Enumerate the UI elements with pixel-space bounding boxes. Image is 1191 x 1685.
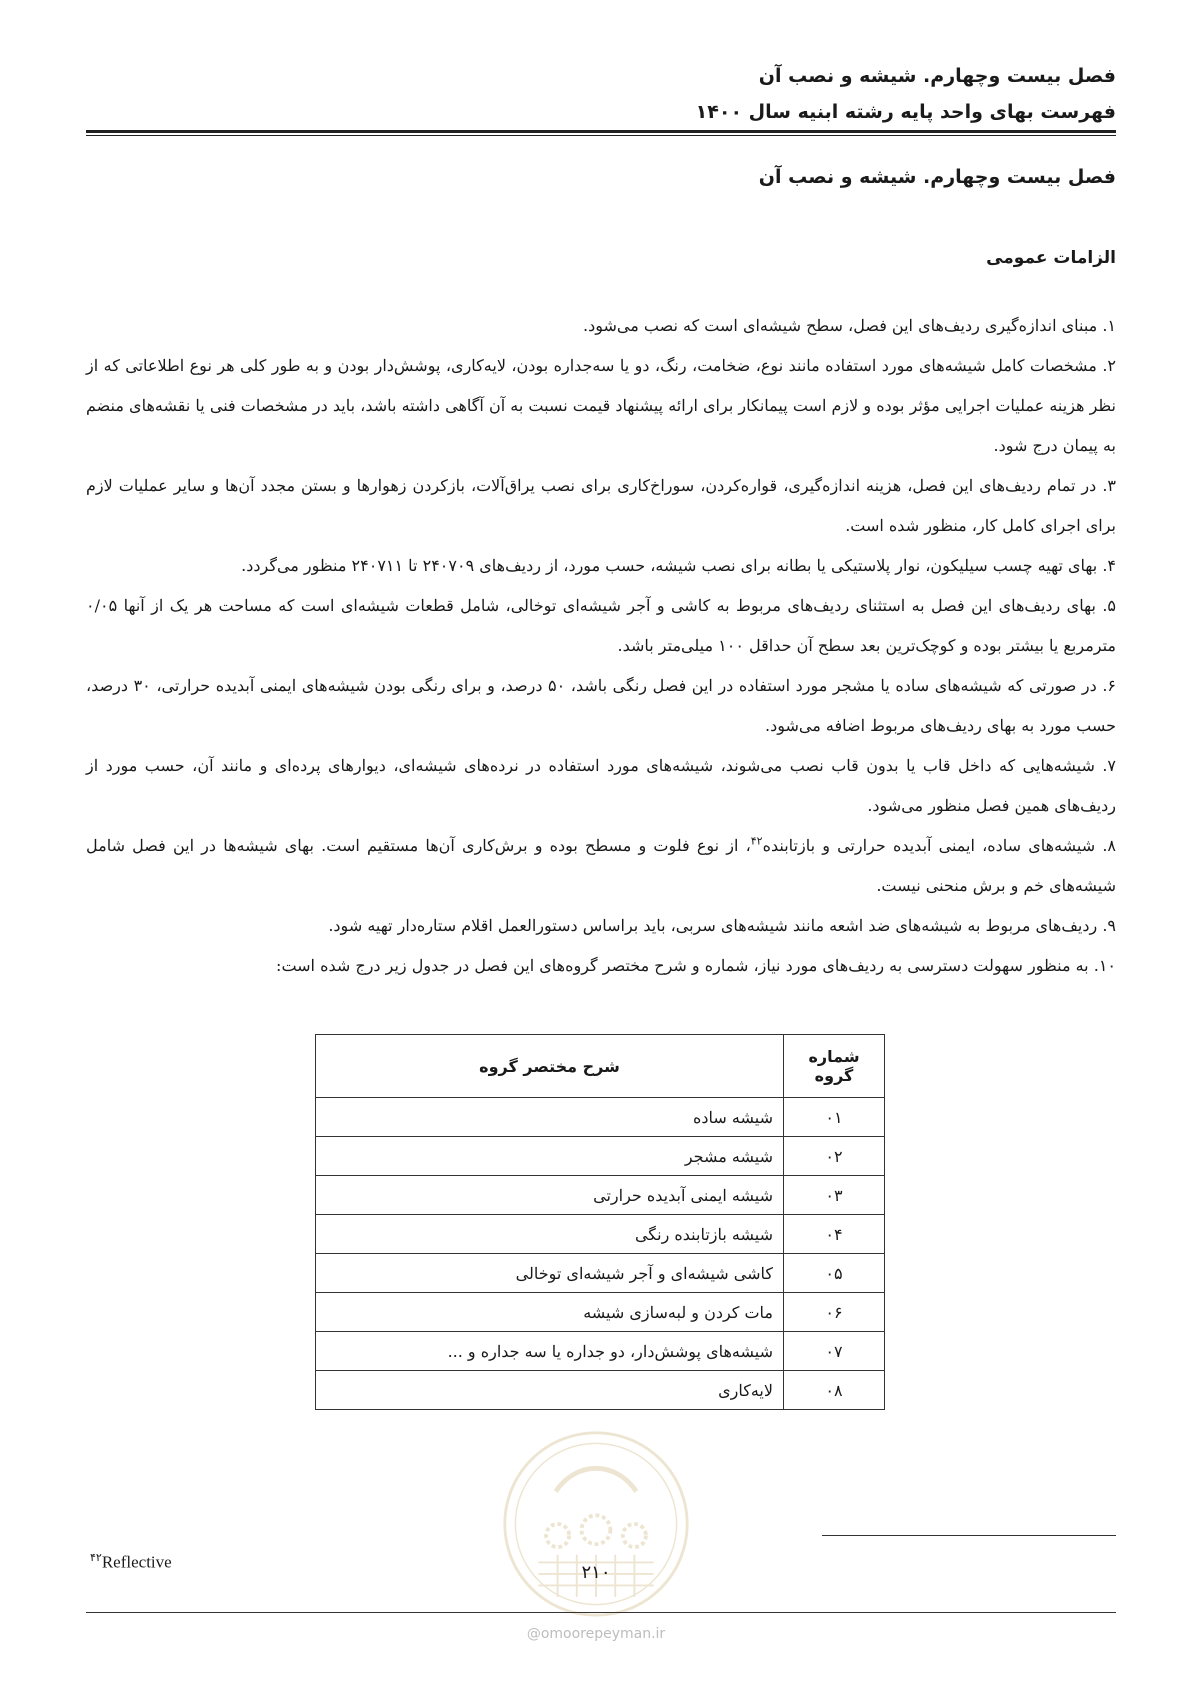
footnote	[90, 1551, 172, 1573]
group-description: لایه‌کاری	[316, 1371, 784, 1410]
requirement-8-text-start: ۸. شیشه‌های ساده، ایمنی آبدیده حرارتی و بازتابنده	[762, 836, 1116, 855]
requirement-item-2: ۲. مشخصات کامل شیشه‌های مورد استفاده مانند نوع، ضخامت، رنگ، دو یا سه‌جداره بودن، لایه‌کاری، پوشش‌دار بودن و به طور کلی هر نوع اطلاعاتی که از نظر هزینه عملیات اجرایی مؤثر بوده و لازم است پیمانکار برای ارائه پیشنهاد قیمت نسبت به آن آگاهی داشته باشد، باید در مشخصات فنی یا نقشه‌های منضم به پیمان درج شود.	[86, 356, 1116, 455]
group-number: ۰۵	[784, 1254, 885, 1293]
page-header	[86, 58, 1116, 130]
table-row	[316, 1137, 885, 1176]
section-title: فصل بیست وچهارم. شیشه و نصب آن	[758, 166, 1116, 188]
group-number: ۰۳	[784, 1176, 885, 1215]
group-number: ۰۶	[784, 1293, 885, 1332]
table-row	[316, 1371, 885, 1410]
requirement-item-9: ۹. ردیف‌های مربوط به شیشه‌های ضد اشعه مانند شیشه‌های سربی، باید براساس دستورالعمل اقلام ستاره‌دار تهیه شود.	[328, 916, 1116, 935]
footnote-separator	[822, 1535, 1116, 1536]
requirement-item-3: ۳. در تمام ردیف‌های این فصل، هزینه اندازه‌گیری، قواره‌کردن، سوراخ‌کاری برای نصب یراق‌آلات، بازکردن زهوارها و بستن مجدد آن‌ها و سایر عملیات لازم برای اجرای کامل کار، منظور شده است.	[86, 476, 1117, 535]
column-header-group-description: شرح مختصر گروه	[316, 1035, 784, 1098]
table-row	[316, 1098, 885, 1137]
group-number: ۰۸	[784, 1371, 885, 1410]
group-description: شیشه ایمنی آبدیده حرارتی	[316, 1176, 784, 1215]
requirement-item-4: ۴. بهای تهیه چسب سیلیکون، نوار پلاستیکی یا بطانه برای نصب شیشه، حسب مورد، از ردیف‌های ۲۴۰۷۰۹ تا ۲۴۰۷۱۱ منظور می‌گردد.	[241, 556, 1116, 575]
header-rule-thick	[86, 130, 1116, 133]
table-header-row	[316, 1035, 885, 1098]
group-description: مات کردن و لبه‌سازی شیشه	[316, 1293, 784, 1332]
table-row	[316, 1332, 885, 1371]
header-price-list-title: فهرست بهای واحد پایه رشته ابنیه سال ۱۴۰۰	[695, 101, 1116, 123]
footnote-reference[interactable]: ۴۲	[750, 834, 763, 848]
column-header-group-number: شماره گروه	[784, 1035, 885, 1098]
requirement-item-6: ۶. در صورتی که شیشه‌های ساده یا مشجر مورد استفاده در این فصل رنگی باشد، ۵۰ درصد، و برای رنگی بودن شیشه‌های ایمنی آبدیده حرارتی، ۳۰ درصد، حسب مورد به بهای ردیف‌های مربوط اضافه می‌شود.	[86, 676, 1117, 735]
footnote-text: Reflective	[101, 1552, 172, 1572]
table-row	[316, 1215, 885, 1254]
group-number: ۰۷	[784, 1332, 885, 1371]
group-description: کاشی شیشه‌ای و آجر شیشه‌ای توخالی	[316, 1254, 784, 1293]
group-number: ۰۲	[784, 1137, 885, 1176]
table-row	[316, 1293, 885, 1332]
header-rule-thin	[86, 135, 1116, 136]
requirements-list	[86, 306, 1116, 986]
requirement-item-7: ۷. شیشه‌هایی که داخل قاب یا بدون قاب نصب می‌شوند، شیشه‌های مورد استفاده در نرده‌های شیشه‌ای، دیوارهای پرده‌ای و مانند آن، حسب مورد از ردیف‌های همین فصل منظور می‌شود.	[86, 756, 1116, 815]
footnote-number: ۴۲	[90, 1552, 102, 1564]
requirement-item-8	[86, 826, 1116, 906]
footer-rule	[86, 1612, 1116, 1613]
group-number: ۰۴	[784, 1215, 885, 1254]
header-chapter-title: فصل بیست وچهارم. شیشه و نصب آن	[758, 65, 1116, 87]
group-description: شیشه بازتابنده رنگی	[316, 1215, 784, 1254]
group-table	[315, 1034, 885, 1410]
requirement-8-text-end: ، از نوع فلوت و مسطح بوده و برش‌کاری آن‌ها مستقیم است. بهای شیشه‌ها در این فصل شامل شیشه‌های خم و برش منحنی نیست.	[86, 836, 1116, 895]
page-number: ۲۱۰	[581, 1562, 611, 1583]
table-row	[316, 1176, 885, 1215]
group-description: شیشه ساده	[316, 1098, 784, 1137]
requirement-item-1: ۱. مبنای اندازه‌گیری ردیف‌های این فصل، سطح شیشه‌ای است که نصب می‌شود.	[583, 316, 1116, 335]
seal-logo-icon	[500, 1428, 692, 1620]
group-description: شیشه‌های پوشش‌دار، دو جداره یا سه جداره و ...	[316, 1332, 784, 1371]
subtitle-general-requirements: الزامات عمومی	[986, 248, 1116, 268]
table-row	[316, 1254, 885, 1293]
requirement-item-10: ۱۰. به منظور سهولت دسترسی به ردیف‌های مورد نیاز، شماره و شرح مختصر گروه‌های این فصل در جدول زیر درج شده است:	[276, 956, 1116, 975]
requirement-item-5: ۵. بهای ردیف‌های این فصل به استثنای ردیف‌های مربوط به کاشی و آجر شیشه‌ای توخالی، شامل قطعات شیشه‌ای است که مساحت هر یک از آنها ۰/۰۵ مترمربع یا بیشتر بوده و کوچک‌ترین بعد سطح آن حداقل ۱۰۰ میلی‌متر باشد.	[86, 596, 1116, 655]
watermark-url: @omoorepeyman.ir	[526, 1626, 666, 1642]
group-number: ۰۱	[784, 1098, 885, 1137]
group-description: شیشه مشجر	[316, 1137, 784, 1176]
